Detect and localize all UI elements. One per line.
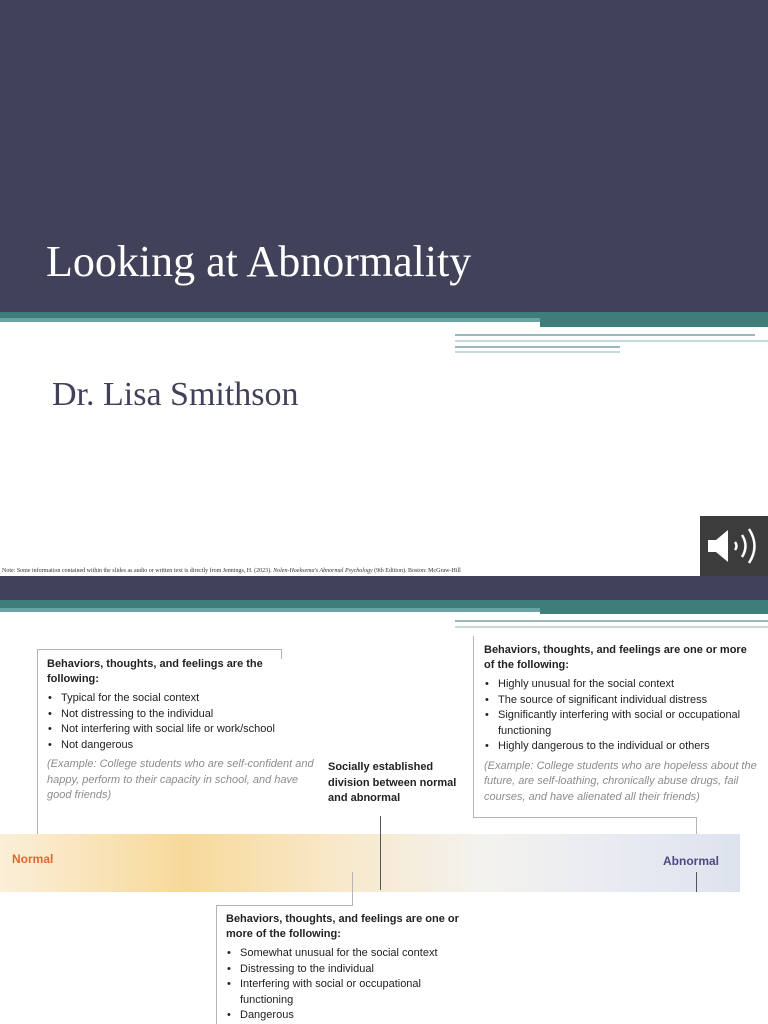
accent-stripe-light [0,318,540,322]
bottom-box-border [216,905,353,906]
list-item: • Not distressing to the individual [61,707,317,723]
list-item: • Not dangerous [61,738,317,754]
normality-spectrum-bar [0,834,740,892]
right-tick [696,872,697,892]
accent-stripe-light [0,608,540,612]
moderate-description-box [226,912,466,1024]
accent-block [540,600,768,614]
normal-example: (Example: College students who are self-confident and happy, perform to their capacity in school, and have good friends) [47,758,314,801]
source-note [2,568,461,574]
accent-line [455,620,768,622]
list-item: • Highly dangerous to the individual or others [498,739,760,755]
list-item: • Significantly interfering with social or occupational functioning [498,708,760,739]
header-bar [0,576,768,600]
list-item: • Somewhat unusual for the social context [240,946,466,962]
source-note-suffix: (9th Edition). Boston: McGraw-Hill [372,568,461,574]
accent-line [455,340,768,342]
normal-list [47,691,317,753]
bottom-box-border [352,872,353,906]
right-box-border [473,817,696,818]
list-item: • The source of significant individual distress [498,693,760,709]
source-note-book: Nolen-Hoeksema's Abnormal Psychology [273,568,373,574]
abnormal-example: (Example: College students who are hopeless about the future, are self-loathing, chronically abuse drugs, fail courses, and have alienated all their friends) [484,759,757,803]
source-note-prefix: Note: Some information contained within the slides as audio or written text is directly from Jennings, H. (2023). [2,568,274,574]
abnormal-description-box [484,643,760,805]
accent-line [455,334,755,336]
right-box-border [473,636,474,818]
list-item: • Not interfering with social life or work/school [61,722,317,738]
accent-line [455,346,620,348]
bottom-box-border [216,905,217,1024]
accent-block [540,312,768,327]
list-item: • Distressing to the individual [240,962,466,978]
abnormal-list [484,677,760,755]
abnormal-heading: Behaviors, thoughts, and feelings are one or more of the following: [484,644,747,671]
normal-label: Normal [12,852,54,866]
moderate-list [226,946,466,1024]
accent-line [455,351,620,353]
normal-description-box [47,657,317,804]
list-item: • Typical for the social context [61,691,317,707]
audio-button[interactable] [700,516,768,576]
slide-subtitle: Dr. Lisa Smithson [52,376,299,413]
list-item: • Interfering with social or occupational functioning [240,977,466,1008]
normal-heading: Behaviors, thoughts, and feelings are the following: [47,658,263,685]
list-item: • Highly unusual for the social context [498,677,760,693]
abnormal-label: Abnormal [663,854,720,868]
left-box-border [37,649,282,650]
list-item: • Dangerous [240,1008,466,1024]
slide-title: Looking at Abnormality [46,237,472,286]
division-marker [380,816,381,890]
accent-line [455,626,768,628]
speaker-icon [700,516,768,576]
abnormality-spectrum-slide [0,576,768,1024]
moderate-heading: Behaviors, thoughts, and feelings are one or more of the following: [226,913,459,940]
division-label: Socially established division between normal and abnormal [328,761,457,804]
